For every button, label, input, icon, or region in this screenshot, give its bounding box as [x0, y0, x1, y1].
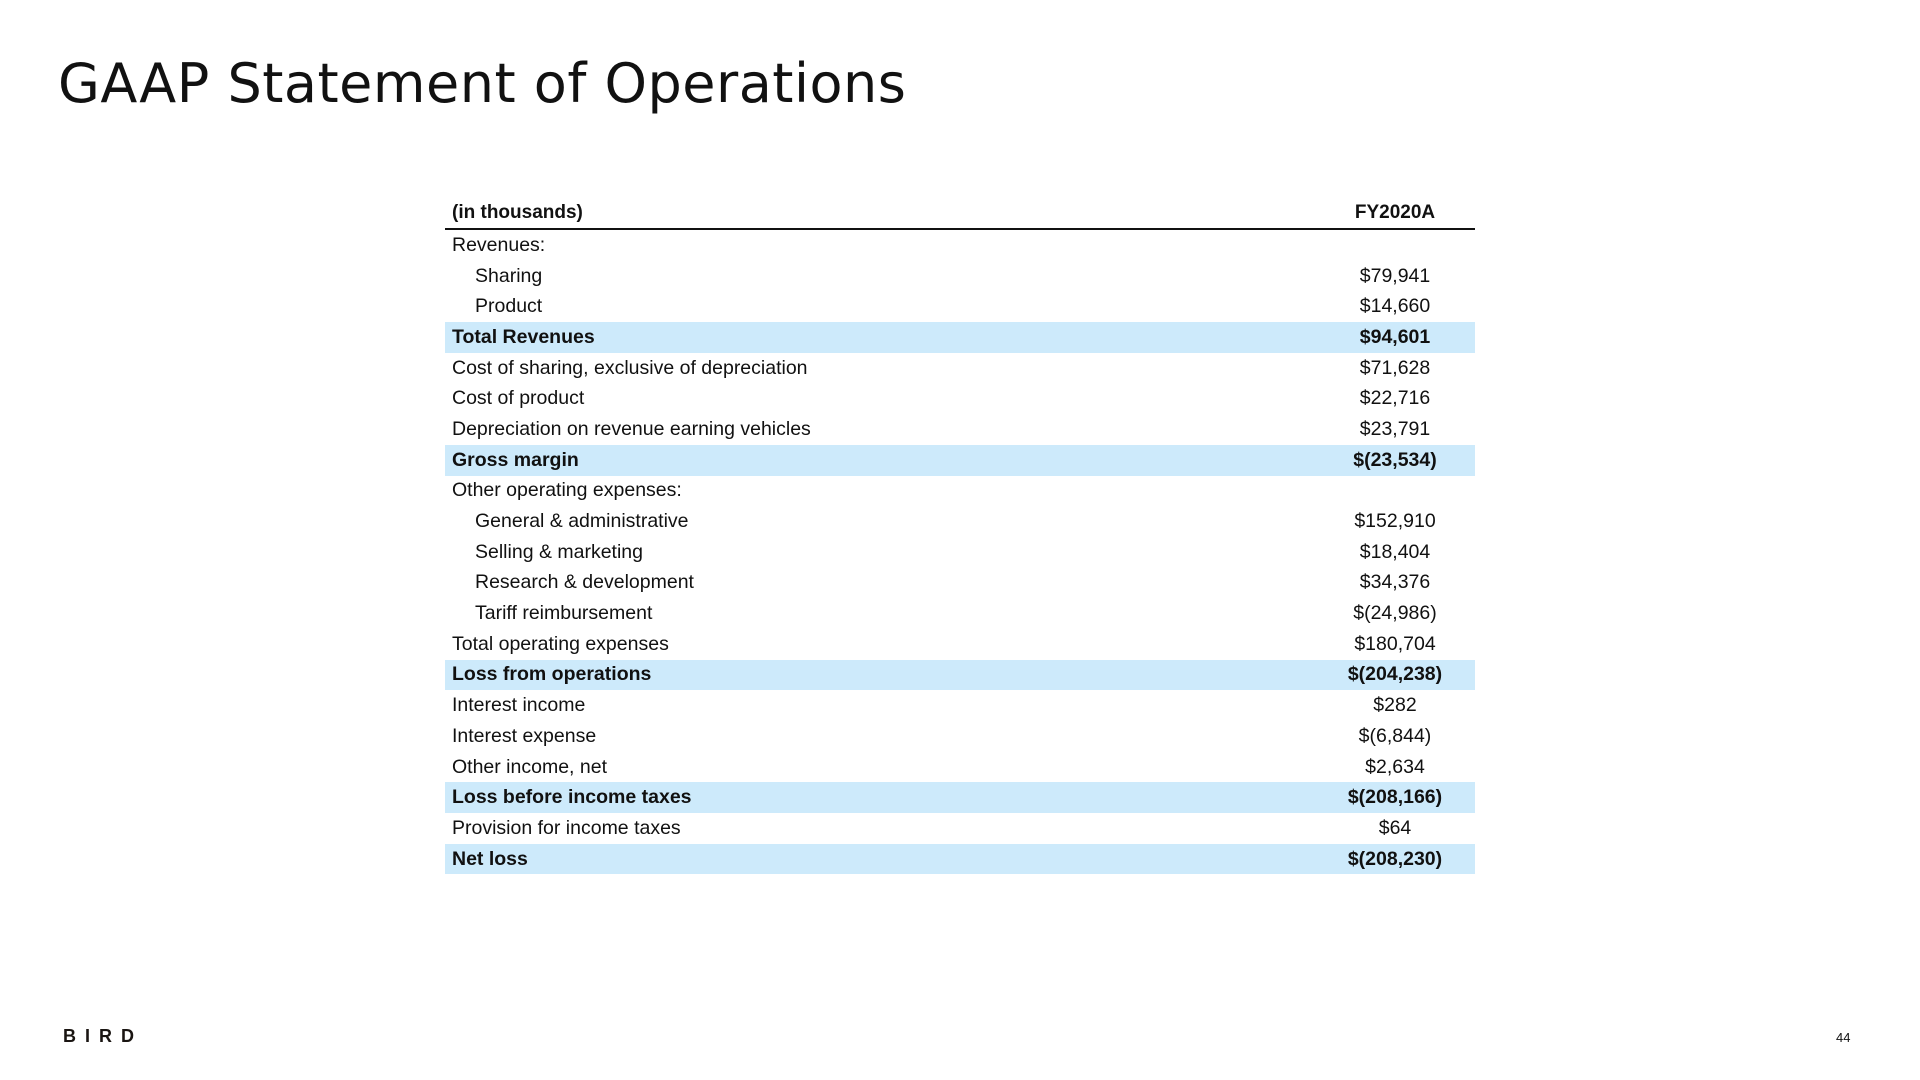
row-value: $79,941 [1359, 264, 1431, 287]
row-label: Interest expense [452, 724, 597, 747]
row-value: $23,791 [1359, 417, 1431, 440]
row-label: Cost of product [452, 387, 585, 410]
row-label: Other operating expenses: [452, 479, 682, 502]
row-label: Interest income [452, 694, 586, 717]
row-label: Loss from operations [452, 663, 652, 686]
row-label: Other income, net [452, 755, 607, 778]
row-label: Selling & marketing [475, 540, 643, 563]
table-row [445, 813, 1475, 844]
row-label: Revenues: [452, 233, 546, 256]
row-value: $2,634 [1365, 755, 1425, 778]
row-value: $(208,230) [1347, 847, 1443, 870]
table-row [445, 291, 1475, 322]
row-value: $180,704 [1354, 632, 1436, 655]
row-label: Provision for income taxes [452, 816, 681, 839]
row-value: $18,404 [1359, 540, 1431, 563]
table-row [445, 568, 1475, 599]
row-value: $282 [1373, 694, 1417, 717]
row-value: $34,376 [1359, 571, 1431, 594]
bird-logo: BIRD [63, 1026, 143, 1046]
row-value: $14,660 [1359, 295, 1431, 318]
table-row [445, 782, 1475, 813]
table-row [445, 322, 1475, 353]
header-label: (in thousands) [452, 202, 583, 223]
table-row [445, 537, 1475, 568]
table-row [445, 353, 1475, 384]
table-row [445, 629, 1475, 660]
row-value: $(24,986) [1353, 602, 1437, 625]
table-header [445, 198, 1475, 230]
row-value: $(6,844) [1358, 724, 1432, 747]
table-row [445, 445, 1475, 476]
row-value: $152,910 [1354, 510, 1436, 533]
row-label: Gross margin [452, 448, 579, 471]
page-number: 44 [1836, 1030, 1851, 1045]
table-row [445, 506, 1475, 537]
table-row [445, 414, 1475, 445]
table-row [445, 752, 1475, 783]
row-label: Loss before income taxes [452, 786, 692, 809]
row-value: $(204,238) [1347, 663, 1443, 686]
statement-table [445, 198, 1475, 874]
table-row [445, 230, 1475, 261]
row-label: Depreciation on revenue earning vehicles [452, 417, 811, 440]
table-row [445, 844, 1475, 875]
row-value: $(23,534) [1353, 448, 1437, 471]
table-row [445, 690, 1475, 721]
row-value: $64 [1378, 816, 1412, 839]
table-row [445, 476, 1475, 507]
row-value: $94,601 [1359, 325, 1431, 348]
row-label: General & administrative [475, 510, 689, 533]
row-value: $(208,166) [1347, 786, 1443, 809]
page-title: GAAP Statement of Operations [58, 52, 907, 115]
row-label: Cost of sharing, exclusive of depreciation [452, 356, 808, 379]
row-label: Product [475, 295, 543, 318]
row-label: Tariff reimbursement [475, 602, 653, 625]
table-row [445, 721, 1475, 752]
row-value: $22,716 [1359, 387, 1431, 410]
row-value: $71,628 [1359, 356, 1431, 379]
table-row [445, 660, 1475, 691]
row-label: Total operating expenses [452, 632, 669, 655]
table-row [445, 598, 1475, 629]
table-row [445, 261, 1475, 292]
row-label: Total Revenues [452, 325, 595, 348]
row-label: Net loss [452, 847, 528, 870]
table-row [445, 383, 1475, 414]
row-label: Sharing [475, 264, 543, 287]
header-value: FY2020A [1354, 202, 1436, 223]
table-body [445, 230, 1475, 874]
row-label: Research & development [475, 571, 694, 594]
